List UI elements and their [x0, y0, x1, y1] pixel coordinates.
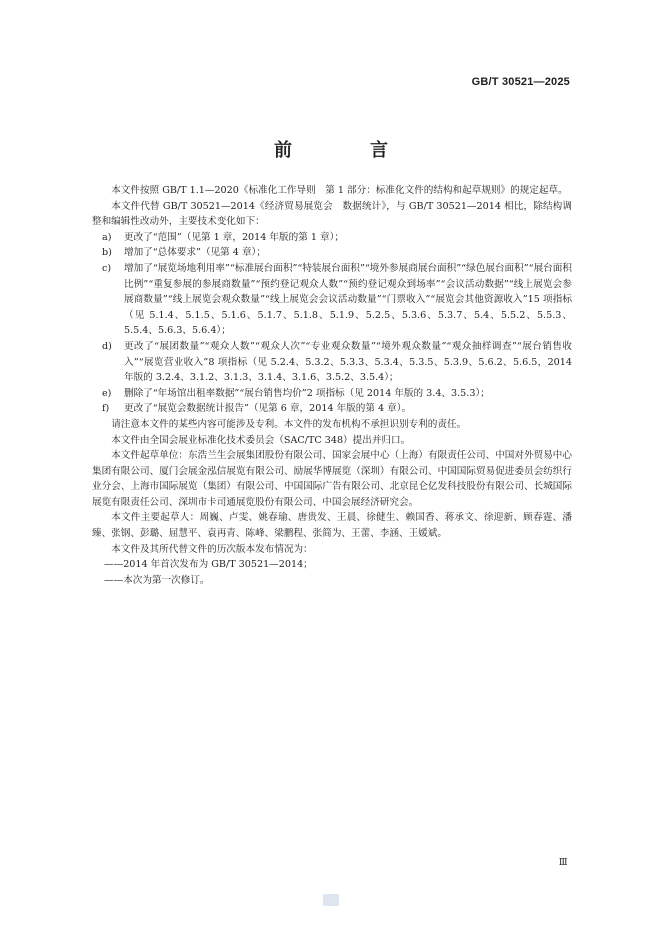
- page-number: Ⅲ: [558, 858, 568, 868]
- watermark-logo-icon: [323, 894, 339, 906]
- list-item: [92, 261, 572, 339]
- list-item-label: d): [102, 340, 112, 352]
- list-item-text: 增加了“总体要求”（见第 4 章）；: [124, 247, 266, 259]
- document-body: [92, 183, 572, 588]
- list-item-label: c): [102, 262, 112, 274]
- list-item-label: f): [102, 403, 110, 415]
- list-item: [92, 386, 572, 402]
- proposed-by: 本文件由全国会展业标准化技术委员会（SAC/TC 348）提出并归口。: [111, 434, 411, 446]
- drafters: 本文件主要起草人：周巍、卢雯、姚春瑜、唐贵发、王晨、徐健生、赖国香、蒋承文、徐迎新、顾春霆、潘臻、张钢、彭璐、屈慧平、袁再青、陈峰、梁鹏程、张简为、王蕾、李涵、王媛斌。: [92, 512, 572, 540]
- list-item: [92, 245, 572, 261]
- list-item-label: e): [102, 387, 112, 399]
- list-item: [92, 230, 572, 246]
- list-item-text: 删除了“年场馆出租率数据”“展台销售均价”2 项指标（见 2014 年版的 3.4、3.5.3）；: [124, 387, 490, 399]
- history-item: ——本次为第一次修订。: [104, 574, 210, 586]
- intro-paragraph: 本文件按照 GB/T 1.1—2020《标准化工作导则 第 1 部分：标准化文件的结构和起草规则》的规定起草。: [111, 185, 568, 196]
- list-item: [92, 401, 572, 417]
- change-list: [92, 230, 572, 417]
- list-item-text: 更改了“展览会数据统计报告”（见第 6 章，2014 年版的第 4 章）。: [124, 403, 412, 415]
- history-intro: 本文件及其所代替文件的历次版本发布情况为：: [111, 543, 313, 555]
- list-item-text: 更改了“展团数量”“观众人数”“观众人次”“专业观众数量”“境外观众数量”“观众抽样调查”“展台销售收入”“展览营业收入”8 项指标（见 5.2.4、5.3.2、5.3.3、5.3.4、5.3.5、5.3.9、5.6.2、5.6.5，2014 年版的 3.2.4、3.1.2、3.1.3、3.1.4、3.1.6、3.5.2、3.5.4）；: [124, 340, 572, 384]
- history-item: ——2014 年首次发布为 GB/T 30521—2014；: [104, 559, 313, 571]
- drafting-units: 本文件起草单位：东浩兰生会展集团股份有限公司、国家会展中心（上海）有限责任公司、中国对外贸易中心集团有限公司、厦门会展金泓信展览有限公司、励展华博展览（深圳）有限公司、中国国际贸易促进委员会纺织行业分会、上海市国际展览（集团）有限公司、中国国际广告有限公司、北京昆仑亿发科技股份有限公司、长城国际展览有限责任公司、深圳市卡司通展览股份有限公司、中国会展经济研究会。: [92, 450, 572, 508]
- replaces-paragraph: 本文件代替 GB/T 30521—2014《经济贸易展览会 数据统计》，与 GB/T 30521—2014 相比，除结构调整和编辑性改动外，主要技术变化如下：: [92, 200, 572, 228]
- list-item-label: b): [102, 247, 112, 259]
- list-item-text: 更改了“范围”（见第 1 章，2014 年版的第 1 章）；: [124, 231, 344, 243]
- standard-code: GB/T 30521—2025: [471, 76, 570, 88]
- list-item-label: a): [102, 231, 112, 243]
- page-title: 前 言: [274, 140, 418, 161]
- patent-notice: 请注意本文件的某些内容可能涉及专利。本文件的发布机构不承担识别专利的责任。: [111, 418, 467, 430]
- list-item: [92, 339, 572, 386]
- list-item-text: 增加了“展览场地利用率”“标准展台面积”“特装展台面积”“境外参展商展台面积”“绿色展台面积”“展台面积比例”“重复参展的参展商数量”“预约登记观众人数”“预约登记观众到场率”“会议活动数据”“线上展览会参展商数量”“线上展览会观众数量”“线上展览会会议活动数量”“门票收入”“展览会其他资源收入”15 项指标（见 5.1.4、5.1.5、5.1.6、5.1.7、5.1.8、5.1.9、5.2.5、5.3.6、5.3.7、5.4、5.5.2、5.5.3、5.5.4、5.6.3、5.6.4）；: [124, 262, 572, 337]
